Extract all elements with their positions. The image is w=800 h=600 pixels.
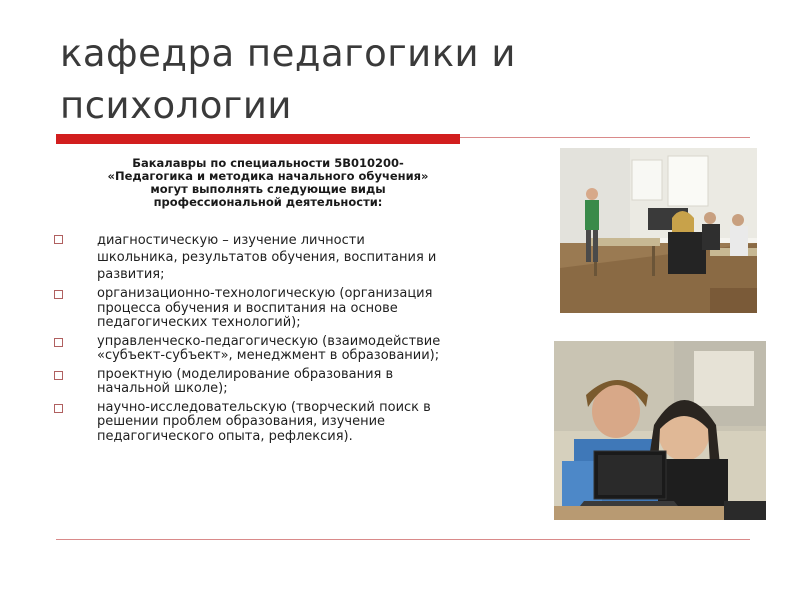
list-item-text: диагностическую – изучение личности школьника, результатов обучения, воспитания и развития; (97, 233, 437, 282)
square-bullet-icon (54, 290, 63, 299)
list-item-text: научно-исследовательскую (творческий поиск в решении проблем образования, изучение педагогического опыта, рефлексия). (97, 399, 431, 444)
square-bullet-icon (54, 404, 63, 413)
square-bullet-icon (54, 235, 63, 244)
list-item-text: управленческо-педагогическую (взаимодействие «субъект-субъект», менеджмент в образовании); (97, 333, 441, 363)
list-item (52, 335, 447, 364)
title-underline-bar (56, 134, 460, 144)
slide-title: кафедра педагогики и психологии (60, 32, 516, 127)
footer-divider-line (56, 539, 750, 540)
list-item (52, 232, 447, 283)
intro-paragraph: Бакалавры по специальности 5В010200- «Педагогика и методика начального обучения» могут выполнять следующие виды профессиональной деятельности: (107, 156, 429, 209)
list-item (52, 287, 447, 331)
list-item-text: проектную (моделирование образования в начальной школе); (97, 366, 394, 396)
list-item-text: организационно-технологическую (организация процесса обучения и воспитания на основе педагогических технологий); (97, 286, 433, 330)
activities-list (52, 232, 447, 448)
title-underline-thin-line (460, 137, 750, 138)
classroom-photo (560, 148, 757, 313)
students-laptop-photo (554, 341, 766, 520)
list-item (52, 401, 447, 445)
square-bullet-icon (54, 371, 63, 380)
list-item (52, 368, 447, 397)
square-bullet-icon (54, 338, 63, 347)
